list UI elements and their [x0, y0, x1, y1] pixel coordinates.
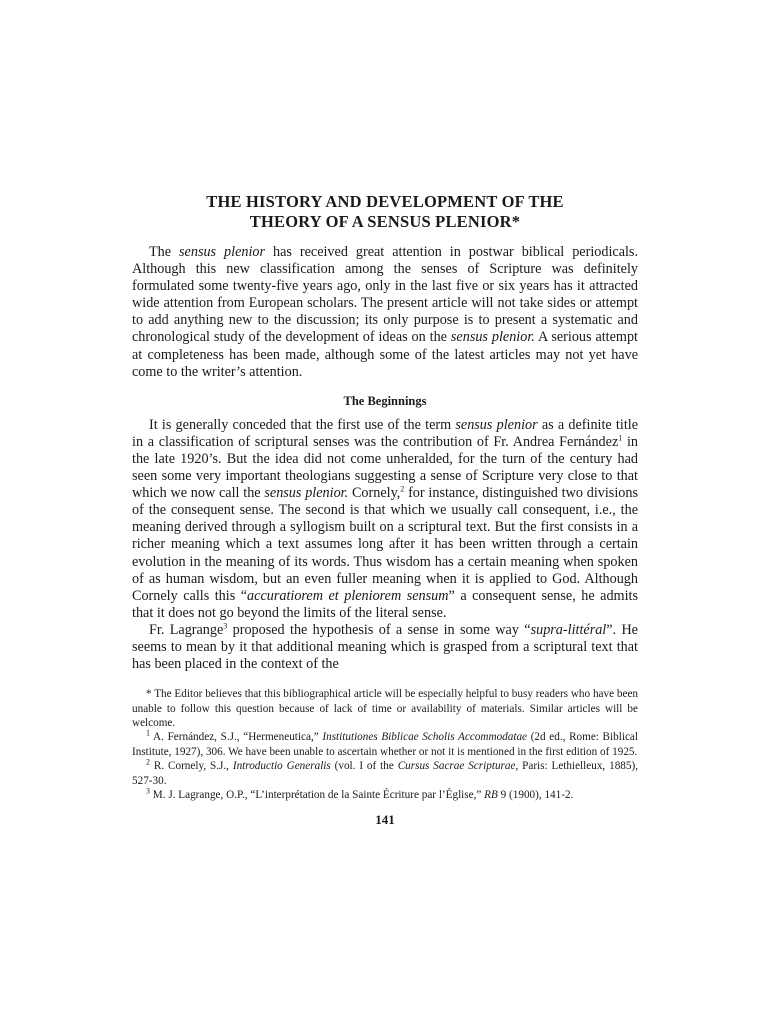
body-paragraph-2 [132, 622, 638, 673]
footnotes [132, 687, 638, 802]
para-text: Fr. Lagrange [149, 621, 224, 638]
title-line-1: THE HISTORY AND DEVELOPMENT OF THE [206, 192, 564, 211]
footnote-italic: Introductio Generalis [232, 760, 331, 773]
intro-italic: sensus plenior [179, 244, 266, 260]
footnote-italic: Institutiones Biblicae Scholis Accommodatae [322, 731, 528, 744]
intro-italic: sensus plenior. [450, 329, 535, 346]
footnote-text: (vol. I of the [330, 760, 398, 773]
footnote-number: 1 [146, 728, 150, 738]
footnote-italic: RB [484, 789, 498, 801]
body-paragraph-1 [132, 417, 638, 622]
para-italic: sensus plenior [455, 416, 538, 433]
intro-text: A serious attempt at completeness has been made, although some of the latest articles may not yet have come to the writer’s attention. [132, 329, 638, 380]
footnote-1 [132, 730, 638, 759]
footnote-number: 2 [146, 757, 150, 767]
para-text: ”. He seems to mean by it that additional meaning which is grasped from a scriptural text that has been placed in the context of the [132, 621, 638, 673]
editor-footnote: * The Editor believes that this bibliographical article will be especially helpful to busy readers who have been unable to follow this question because of lack of time or availability of materials. Similar articles will be welcome. [132, 688, 638, 729]
para-text: proposed the hypothesis of a sense in some way “ [227, 621, 531, 638]
para-italic: accuratiorem et pleniorem sensum [247, 587, 449, 604]
title-footnote-marker: * [511, 212, 521, 231]
article-page [132, 192, 638, 828]
para-text: as a definite title in a classification of scriptural senses was the contribution of Fr. Andrea Fernández [132, 416, 638, 450]
title-line-2 [132, 212, 638, 232]
footnote-ref: 1 [618, 433, 623, 443]
article-title [132, 192, 638, 232]
intro-text: The [149, 244, 180, 260]
footnote-italic: Cursus Sacrae Scripturae, [397, 760, 519, 773]
para-text: in the late 1920’s. But the idea did not come unheralded, for the turn of the century had seen some very important theologians suggesting a sense of Scripture very close to that which we now call the [132, 433, 638, 502]
intro-text: has received great attention in postwar biblical periodicals. Although this new classification among the senses of Scripture was definitely formulated some twenty-five years ago, only in the last five or six years has it attracted wide attention from European scholars. The present article will not take sides or attempt to add anything new to the discussion; its only purpose is to present a systematic and chronological study of the development of ideas on the [132, 244, 638, 346]
page-number: 141 [375, 812, 395, 828]
title-line-2-text: THEORY OF A SENSUS PLENIOR [249, 212, 512, 231]
footnote-text: 9 (1900), 141-2. [497, 789, 574, 801]
footnote-text: M. J. Lagrange, O.P., “L’interprétation de la Sainte Écriture par l’Église,” [150, 789, 485, 801]
para-text: for instance, distinguished two divisions of the consequent sense. The second is that which we usually call consequent, i.e., the meaning derived through a syllogism built on a scriptural text. But the first consists in a richer meaning which a text assumes long after it has been written through a certain evolution in the meaning of its words. Thus wisdom has a certain meaning when spoken of as human wisdom, but an even fuller meaning when it is applied to God. Although Cornely calls this “ [132, 485, 638, 604]
footnote-3 [132, 788, 638, 802]
footnote-number: 3 [146, 786, 150, 796]
footnote-2 [132, 759, 638, 788]
para-italic: sensus plenior. [264, 485, 349, 502]
para-text: It is generally conceded that the first use of the term [149, 416, 456, 433]
intro-paragraph [132, 244, 638, 381]
para-italic: supra-littéral [530, 621, 607, 638]
footnote-text: (2d ed., Rome: Biblical Institute, 1927), 306. We have been unable to ascertain whether or not it is mentioned in the first edition of 1925. [132, 731, 638, 758]
footnote-separator [132, 673, 638, 687]
section-heading: The Beginnings [343, 393, 427, 408]
footnote-ref: 2 [400, 484, 405, 494]
footnote-text: Paris: Lethielleux, 1885), 527-30. [132, 760, 639, 787]
para-text: ” a consequent sense, he admits that it does not go beyond the limits of the literal sense. [132, 587, 638, 621]
para-text: Cornely, [348, 485, 401, 502]
footnote-text: A. Fernández, S.J., “Hermeneutica,” [150, 731, 323, 744]
footnote-text: R. Cornely, S.J., [150, 760, 233, 773]
footnote-ref: 3 [223, 621, 228, 631]
